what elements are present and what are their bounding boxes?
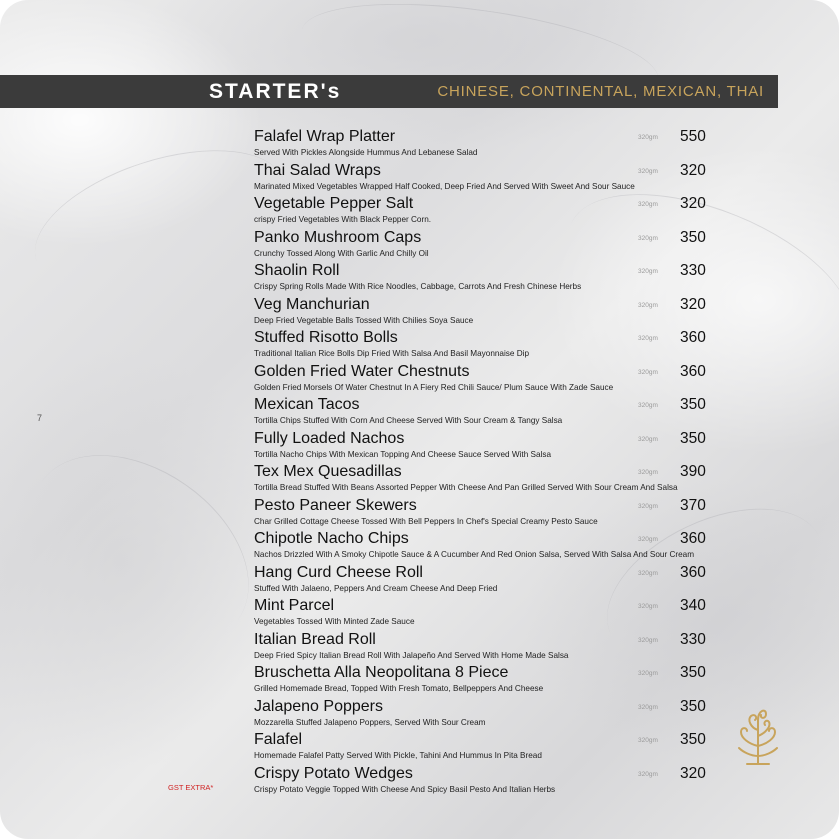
item-weight: 320gm: [638, 502, 658, 510]
gst-note: GST EXTRA*: [168, 783, 214, 792]
item-name: Italian Bread Roll: [254, 630, 376, 648]
section-title: STARTER's: [209, 80, 342, 103]
item-description: Deep Fried Vegetable Balls Tossed With Chilies Soya Sauce: [254, 315, 474, 325]
menu-item: [254, 127, 754, 161]
item-name: Bruschetta Alla Neopolitana 8 Piece: [254, 664, 509, 681]
menu-list: [254, 127, 754, 797]
item-description: Tortilla Chips Stuffed With Corn And Cheese Served With Sour Cream & Tangy Salsa: [254, 416, 563, 425]
item-name: Panko Mushroom Caps: [254, 228, 422, 246]
item-price: 330: [680, 262, 706, 279]
item-weight: 320gm: [638, 670, 658, 677]
menu-item: [254, 161, 754, 195]
item-price: 360: [680, 329, 706, 346]
item-weight: 320gm: [638, 703, 658, 711]
item-price: 320: [680, 295, 706, 313]
item-description: Crispy Potato Veggie Topped With Cheese And Spicy Basil Pesto And Italian Herbs: [254, 784, 556, 794]
item-weight: 320gm: [638, 536, 658, 543]
item-name: Shaolin Roll: [254, 262, 340, 279]
item-description: Homemade Falafel Patty Served With Pickle, Tahini And Hummus In Pita Bread: [254, 751, 542, 760]
item-weight: 320gm: [638, 301, 658, 309]
menu-item: [254, 563, 754, 597]
item-description: crispy Fried Vegetables With Black Pepper Corn.: [254, 215, 432, 224]
item-name: Hang Curd Cheese Roll: [254, 563, 423, 581]
item-price: 390: [680, 463, 706, 480]
menu-item: [254, 261, 754, 295]
item-weight: 320gm: [638, 469, 658, 476]
menu-item: [254, 295, 754, 329]
marble-vein: [0, 416, 284, 686]
item-description: Stuffed With Jalaeno, Peppers And Cream Cheese And Deep Fried: [254, 583, 498, 593]
menu-item: [254, 764, 754, 798]
item-price: 350: [680, 731, 706, 748]
item-price: 360: [680, 530, 706, 547]
menu-item: [254, 462, 754, 496]
item-weight: 320gm: [638, 770, 658, 778]
item-name: Chipotle Nacho Chips: [254, 530, 409, 547]
item-name: Jalapeno Poppers: [254, 697, 383, 715]
menu-item: [254, 630, 754, 664]
section-header-bar: [0, 75, 778, 108]
item-name: Mexican Tacos: [254, 396, 360, 413]
menu-item: [254, 697, 754, 731]
item-name: Crispy Potato Wedges: [254, 764, 413, 782]
item-name: Pesto Paneer Skewers: [254, 496, 417, 514]
item-price: 320: [680, 161, 706, 179]
item-name: Falafel Wrap Platter: [254, 128, 396, 145]
menu-item: [254, 730, 754, 764]
menu-item: [254, 328, 754, 362]
item-weight: 320gm: [638, 603, 658, 610]
item-name: Stuffed Risotto Bolls: [254, 329, 398, 346]
menu-item: [254, 395, 754, 429]
menu-item: [254, 663, 754, 697]
item-name: Tex Mex Quesadillas: [254, 463, 402, 480]
item-price: 340: [680, 597, 706, 614]
item-weight: 320gm: [638, 569, 658, 577]
item-weight: 320gm: [638, 234, 658, 242]
item-description: Char Grilled Cottage Cheese Tossed With Bell Peppers In Chef's Special Creamy Pesto Sauce: [254, 516, 598, 526]
tree-ornament-icon: [733, 700, 783, 766]
item-price: 320: [680, 764, 706, 782]
item-price: 550: [680, 128, 706, 145]
item-price: 350: [680, 396, 706, 413]
menu-item: [254, 362, 754, 396]
item-weight: 320gm: [638, 335, 658, 342]
item-weight: 320gm: [638, 268, 658, 275]
item-name: Thai Salad Wraps: [254, 161, 381, 179]
item-description: Mozzarella Stuffed Jalapeno Poppers, Served With Sour Cream: [254, 717, 486, 727]
item-price: 360: [680, 563, 706, 581]
item-description: Crispy Spring Rolls Made With Rice Noodles, Cabbage, Carrots And Fresh Chinese Herbs: [254, 282, 582, 291]
item-description: Tortilla Nacho Chips With Mexican Topping And Cheese Sauce Served With Salsa: [254, 449, 552, 459]
menu-item: [254, 429, 754, 463]
item-weight: 320gm: [638, 167, 658, 175]
item-weight: 320gm: [638, 737, 658, 744]
item-price: 320: [680, 195, 706, 212]
item-description: Nachos Drizzled With A Smoky Chipotle Sauce & A Cucumber And Red Onion Salsa, Served With Salsa And Sour Cream: [254, 550, 695, 559]
item-weight: 320gm: [638, 435, 658, 443]
item-description: Golden Fried Morsels Of Water Chestnut In A Fiery Red Chili Sauce/ Plum Sauce With Zade Sauce: [254, 382, 614, 392]
menu-item: [254, 529, 754, 563]
item-name: Veg Manchurian: [254, 295, 370, 313]
item-price: 360: [680, 362, 706, 380]
item-description: Vegetables Tossed With Minted Zade Sauce: [254, 617, 415, 626]
item-name: Golden Fried Water Chestnuts: [254, 362, 470, 380]
item-description: Tortilla Bread Stuffed With Beans Assorted Pepper With Cheese And Pan Grilled Served With Sour Cream And Salsa: [254, 483, 678, 492]
item-weight: 320gm: [638, 201, 658, 208]
cuisine-subtitle: CHINESE, CONTINENTAL, MEXICAN, THAI: [437, 83, 764, 100]
item-description: Marinated Mixed Vegetables Wrapped Half Cooked, Deep Fried And Served With Sweet And Sour Sauce: [254, 181, 635, 191]
item-weight: 320gm: [638, 402, 658, 409]
item-price: 370: [680, 496, 706, 514]
item-description: Deep Fried Spicy Italian Bread Roll With Jalapeño And Served With Home Made Salsa: [254, 650, 569, 660]
item-price: 350: [680, 697, 706, 715]
item-weight: 320gm: [638, 134, 658, 141]
menu-item: [254, 596, 754, 630]
item-price: 350: [680, 429, 706, 447]
item-description: Traditional Italian Rice Bolls Dip Fried With Salsa And Basil Mayonnaise Dip: [254, 349, 530, 358]
page-number: 7: [37, 413, 43, 423]
item-price: 350: [680, 228, 706, 246]
item-price: 350: [680, 664, 706, 681]
item-description: Served With Pickles Alongside Hummus And Lebanese Salad: [254, 148, 478, 157]
menu-item: [254, 496, 754, 530]
menu-item: [254, 194, 754, 228]
item-name: Mint Parcel: [254, 597, 335, 614]
item-description: Grilled Homemade Bread, Topped With Fresh Tomato, Bellpeppers And Cheese: [254, 684, 544, 693]
item-weight: 320gm: [638, 636, 658, 644]
item-description: Crunchy Tossed Along With Garlic And Chilly Oil: [254, 248, 429, 258]
item-name: Vegetable Pepper Salt: [254, 195, 414, 212]
menu-item: [254, 228, 754, 262]
item-price: 330: [680, 630, 706, 648]
item-name: Fully Loaded Nachos: [254, 429, 405, 447]
item-name: Falafel: [254, 731, 303, 748]
item-weight: 320gm: [638, 368, 658, 376]
